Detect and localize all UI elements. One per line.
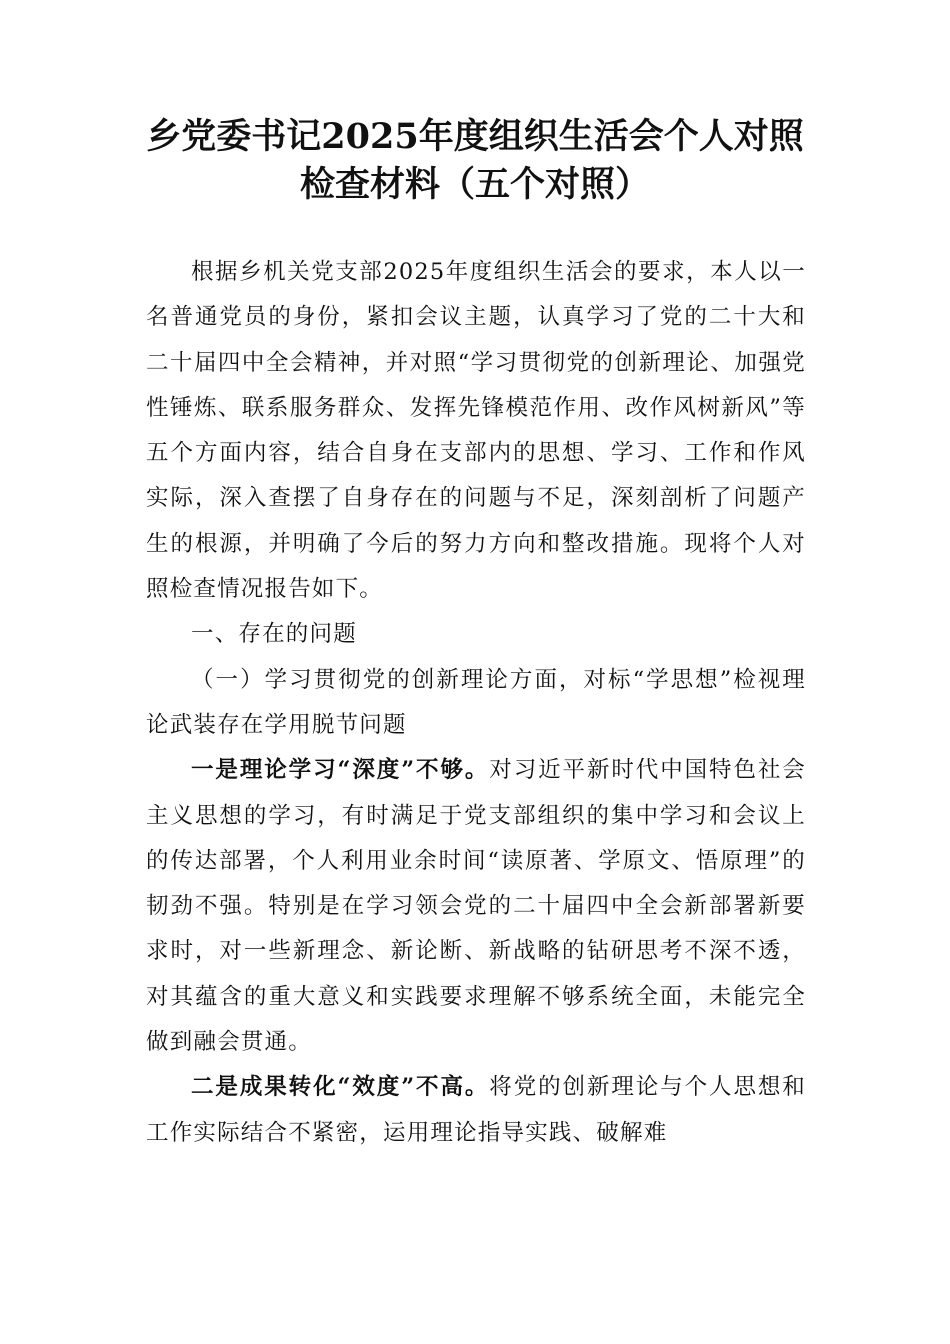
- document-title-line1: 乡党委书记2025年度组织生活会个人对照: [146, 116, 804, 157]
- subsection-heading-theory: （一）学习贯彻党的创新理论方面，对标“学思想”检视理论武装存在学用脱节问题: [146, 666, 806, 738]
- point-text-2: 将党的创新理论与个人思想和工作实际结合不紧密，运用理论指导实践、破解难: [146, 1074, 806, 1146]
- point-paragraph-1: [146, 748, 806, 1065]
- point-text-1: 对习近平新时代中国特色社会主义思想的学习，有时满足于党支部组织的集中学习和会议上的传达部署，个人利用业余时间“读原著、学原文、悟原理”的韧劲不强。特别是在学习领会党的二十届四中全会新部署新要求时，对一些新理念、新论断、新战略的钻研思考不深不透，对其蕴含的重大意义和实践要求理解不够系统全面，未能完全做到融会贯通。: [146, 757, 806, 1056]
- document-title-line2: 检查材料（五个对照）: [299, 164, 650, 205]
- point-lead-2: 二是成果转化“效度”不高。: [191, 1074, 490, 1101]
- point-lead-1: 一是理论学习“深度”不够。: [191, 757, 490, 784]
- intro-paragraph: 根据乡机关党支部2025年度组织生活会的要求，本人以一名普通党员的身份，紧扣会议主题，认真学习了党的二十大和二十届四中全会精神，并对照“学习贯彻党的创新理论、加强党性锤炼、联系服务群众、发挥先锋模范作用、改作风树新风”等五个方面内容，结合自身在支部内的思想、学习、工作和作风实际，深入查摆了自身存在的问题与不足，深刻剖析了问题产生的根源，并明确了今后的努力方向和整改措施。现将个人对照检查情况报告如下。: [146, 259, 806, 603]
- document-body: [146, 250, 806, 1156]
- point-paragraph-2: [146, 1065, 806, 1156]
- section-heading-problems: 一、存在的问题: [191, 621, 357, 648]
